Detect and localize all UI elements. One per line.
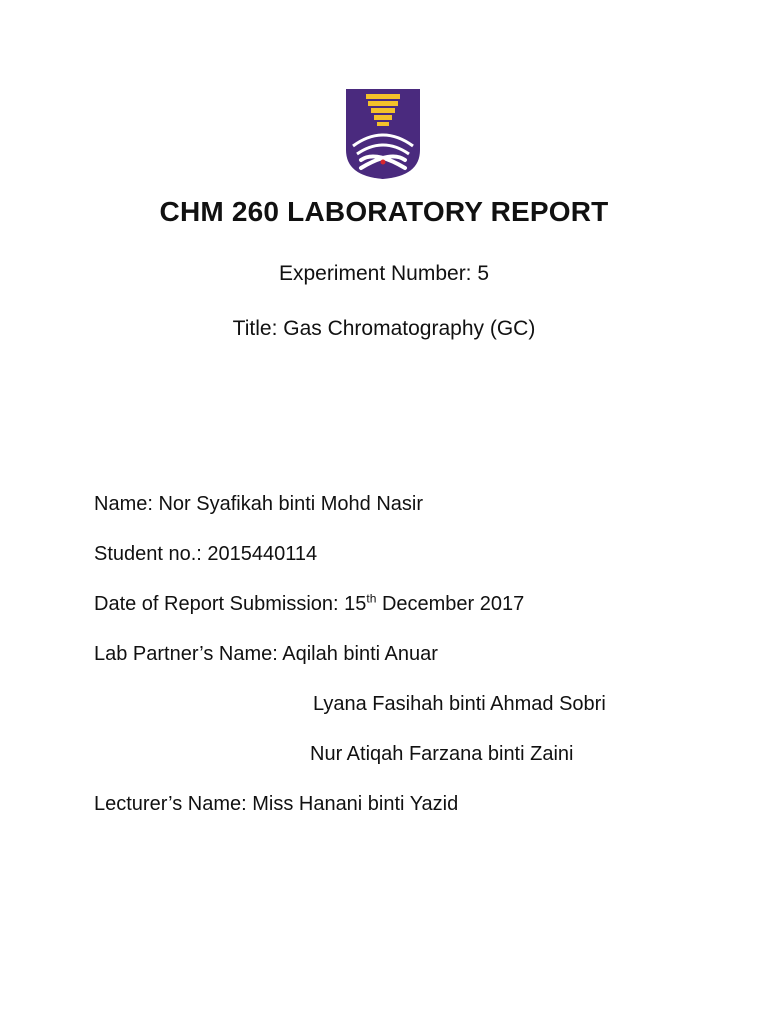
submission-date (94, 593, 524, 616)
university-crest-icon (345, 88, 421, 180)
submission-date-ordinal: th (366, 591, 377, 606)
red-dot (381, 160, 386, 165)
experiment-number: Experiment Number: 5 (278, 262, 490, 285)
lab-partner-3: Nur Atiqah Farzana binti Zaini (310, 743, 574, 765)
submission-date-prefix: Date of Report Submission: 15 (94, 593, 367, 615)
student-name: Name: Nor Syafikah binti Mohd Nasir (94, 493, 424, 515)
submission-date-suffix: December 2017 (376, 593, 525, 615)
report-title: CHM 260 LABORATORY REPORT (159, 196, 609, 227)
experiment-title: Title: Gas Chromatography (GC) (232, 317, 536, 340)
student-number: Student no.: 2015440114 (94, 543, 318, 565)
lab-partner-2: Lyana Fasihah binti Ahmad Sobri (313, 693, 606, 715)
lab-partner-name: Lab Partner’s Name: Aqilah binti Anuar (94, 643, 438, 665)
lecturer-name: Lecturer’s Name: Miss Hanani binti Yazid (94, 793, 459, 815)
university-crest-logo (345, 88, 421, 180)
